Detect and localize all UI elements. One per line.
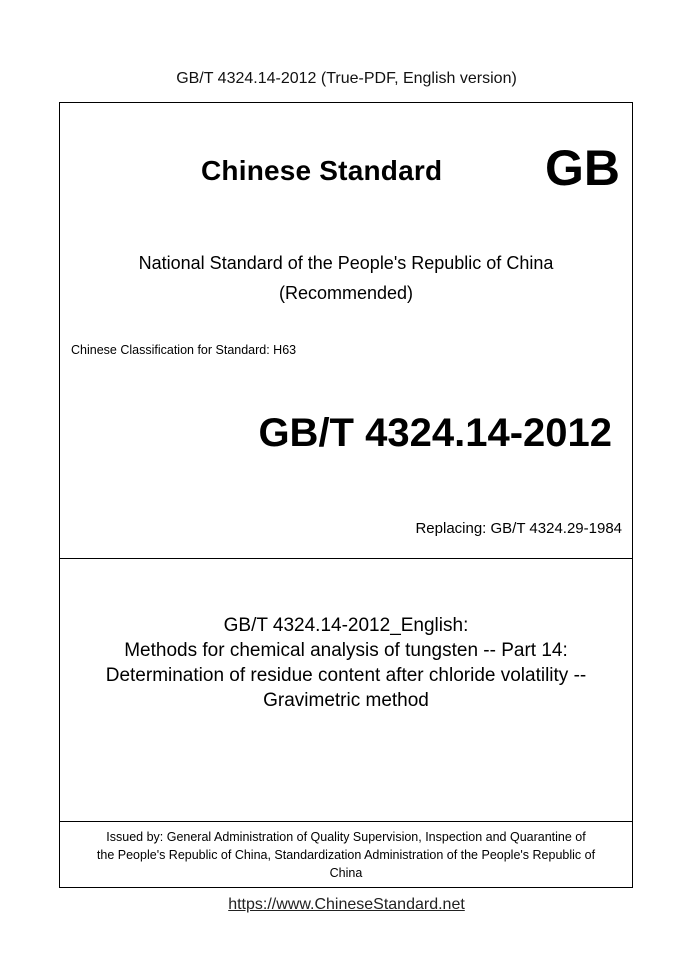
website-link[interactable]: https://www.ChineseStandard.net [228,896,465,913]
standard-number: GB/T 4324.14-2012 [258,411,612,455]
title-line: Gravimetric method [263,690,429,711]
title-line: Methods for chemical analysis of tungsten -- Part 14: [124,640,568,661]
issued-line: the People's Republic of China, Standardization Administration of the People's Republic of [96,848,596,862]
national-standard-line: National Standard of the People's Republic of China [138,253,554,273]
issued-line: Issued by: General Administration of Quality Supervision, Inspection and Quarantine of [106,830,586,844]
classification-line: Chinese Classification for Standard: H63 [71,343,297,357]
cover-frame [59,102,633,888]
title-line: GB/T 4324.14-2012_English: [223,615,469,636]
recommended-line: (Recommended) [278,283,414,303]
chinese-standard-heading: Chinese Standard [201,155,443,186]
replacing-line: Replacing: GB/T 4324.29-1984 [415,520,622,537]
cover-top-section [60,103,632,559]
gb-mark: GB [545,140,620,196]
document-header: GB/T 4324.14-2012 (True-PDF, English version) [176,70,517,87]
issued-line: China [329,866,363,880]
title-line: Determination of residue content after chloride volatility -- [105,665,587,686]
document-title [60,613,632,713]
issued-by-box [60,821,632,887]
